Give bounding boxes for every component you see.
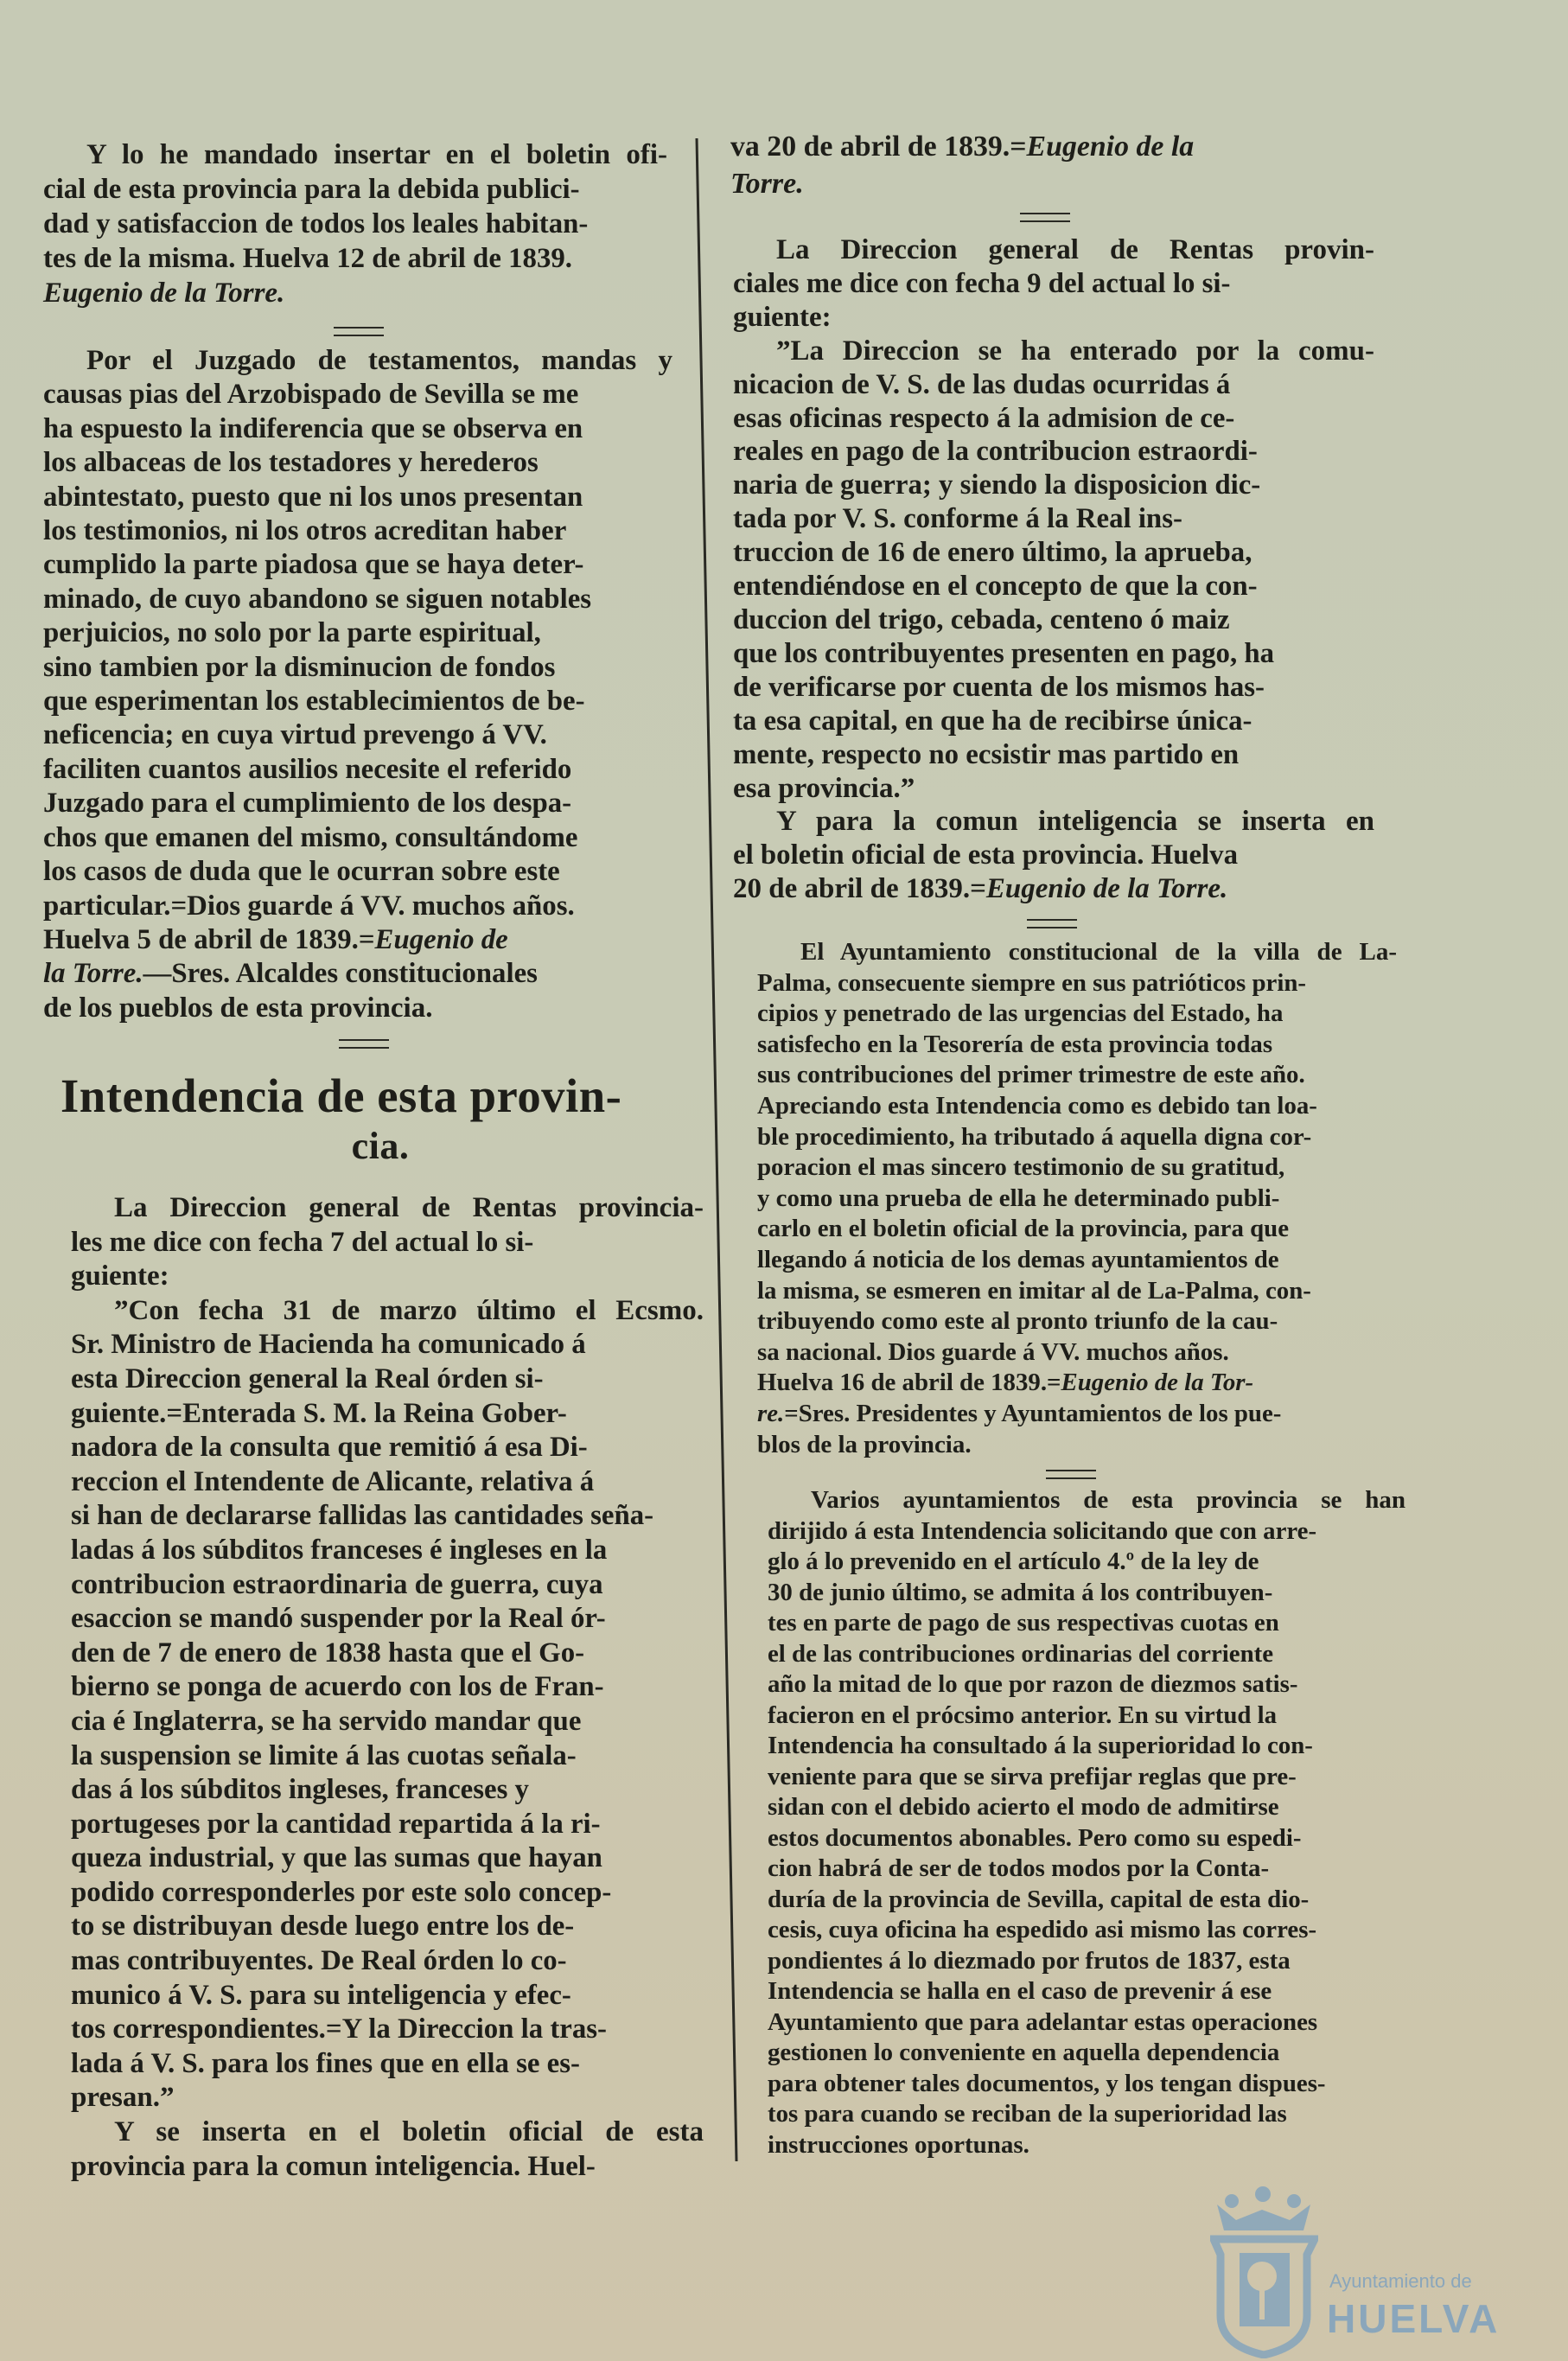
text-segment: va 20 de abril de 1839.= (730, 131, 1027, 163)
text-line: esta Direccion general la Real órden si- (71, 1362, 544, 1394)
text-line: dad y satisfaccion de todos los leales habitan- (43, 208, 589, 239)
text-segment: 20 de abril de 1839.= (733, 873, 986, 905)
text-line: esa provincia.” (733, 772, 915, 804)
text-line: Intendencia se halla en el caso de prevenir á ese (768, 1977, 1272, 2005)
signature-text: Eugenio de la Tor- (1061, 1369, 1254, 1397)
text-line: poracion el mas sincero testimonio de su gratitud, (757, 1153, 1285, 1182)
text-line: naria de guerra; y siendo la disposicion dic- (733, 469, 1261, 501)
text-line: mas contribuyentes. De Real órden lo co- (71, 1945, 567, 1977)
text-line: año la mitad de lo que por razon de diezmos satis- (768, 1670, 1298, 1698)
text-line (730, 128, 1351, 165)
text-line: la misma, se esmeren en imitar al de La-Palma, con- (757, 1276, 1311, 1305)
text-line: Y lo he mandado insertar en el boletin ofi- (86, 139, 667, 170)
text-line: 30 de junio último, se admita á los contribuyen- (768, 1578, 1273, 1606)
text-line: Y para la comun inteligencia se inserta en (776, 806, 1374, 838)
signature-text: Eugenio de la (1026, 131, 1195, 163)
text-line: El Ayuntamiento constitucional de la villa de La- (800, 938, 1397, 966)
text-line: nicacion de V. S. de las dudas ocurridas á (733, 368, 1231, 400)
text-line: glo á lo prevenido en el artículo 4.º de la ley de (768, 1547, 1259, 1575)
section-heading: Intendencia de esta provin- (61, 1069, 622, 1122)
text-line: Intendencia ha consultado á la superioridad lo con- (768, 1732, 1313, 1759)
text-line: causas pias del Arzobispado de Sevilla se me (43, 379, 579, 411)
section-separator (1027, 919, 1077, 928)
text-line: das á los súbditos ingleses, franceses y (71, 1774, 529, 1806)
text-line: carlo en el boletin oficial de la provincia, para que (757, 1215, 1290, 1243)
text-line: mente, respecto no ecsistir mas partido en (733, 738, 1240, 770)
text-line: reales en pago de la contribucion estraordi- (733, 436, 1258, 468)
text-line: esaccion se mandó suspender por la Real ór- (71, 1603, 606, 1635)
text-line: veniente para que se sirva prefijar reglas que pre- (768, 1762, 1297, 1790)
signature-text: Eugenio de (374, 923, 508, 955)
section-separator (1020, 213, 1070, 222)
section-heading-continuation: cia. (351, 1125, 410, 1167)
signature-text: Eugenio de la Torre. (985, 873, 1228, 905)
text-segment: Huelva 5 de abril de 1839.= (43, 923, 375, 955)
text-line: tos correspondientes.=Y la Direccion la tras- (71, 2013, 607, 2045)
text-line: les me dice con fecha 7 del actual lo si- (71, 1226, 534, 1258)
text-line: Y se inserta en el boletin oficial de esta (114, 2116, 704, 2148)
text-line: ”Con fecha 31 de marzo último el Ecsmo. (114, 1294, 704, 1326)
text-line: entendiéndose en el concepto de que la con- (733, 571, 1258, 603)
signature-text: Eugenio de la Torre. (43, 278, 285, 309)
text-line: sidan con el debido acierto el modo de admitirse (768, 1793, 1279, 1821)
text-line: cumplido la parte piadosa que se haya deter- (43, 549, 584, 581)
text-line: facieron en el prócsimo anterior. En su virtud la (768, 1701, 1278, 1729)
text-line: llegando á noticia de los demas ayuntamientos de (757, 1245, 1279, 1273)
text-segment: =Sres. Presidentes y Ayuntamientos de los pue- (784, 1399, 1282, 1427)
watermark-text: Ayuntamiento de (1329, 2270, 1472, 2292)
text-line (733, 872, 1374, 906)
text-line: cia é Inglaterra, se ha servido mandar que (71, 1705, 582, 1737)
text-line: ha espuesto la indiferencia que se observa en (43, 412, 583, 444)
text-line: particular.=Dios guarde á VV. muchos años. (43, 890, 575, 922)
text-line: Apreciando esta Intendencia como es debido tan loa- (757, 1091, 1317, 1120)
text-line: to se distribuyan desde luego entre los de- (71, 1911, 575, 1943)
text-line: portugeses por la cantidad repartida á la ri- (71, 1808, 601, 1840)
text-line: neficencia; en cuya virtud prevengo á VV. (43, 719, 547, 751)
text-line: bierno se ponga de acuerdo con los de Fran- (71, 1671, 604, 1703)
notice-varios-ayuntamientos (768, 1485, 1405, 2160)
text-line: presan.” (71, 2082, 175, 2114)
text-line (730, 165, 1354, 202)
text-line: ble procedimiento, ha tributado á aquella digna cor- (757, 1122, 1312, 1151)
text-line: contribucion estraordinaria de guerra, cuya (71, 1568, 603, 1600)
text-line: perjuicios, no solo por la parte espiritual, (43, 617, 541, 649)
text-line: munico á V. S. para su inteligencia y efec- (71, 1979, 571, 2011)
text-line: Por el Juzgado de testamentos, mandas y (86, 345, 672, 376)
text-line: Sr. Ministro de Hacienda ha comunicado á (71, 1329, 586, 1361)
text-line: queza industrial, y que las sumas que hayan (71, 1842, 602, 1874)
text-line: esas oficinas respecto á la admision de ce- (733, 402, 1235, 434)
text-segment: Huelva 16 de abril de 1839.= (757, 1369, 1061, 1397)
text-line: para obtener tales documentos, y los tengan dispues- (768, 2069, 1326, 2097)
text-line: el boletin oficial de esta provincia. Huelva (733, 839, 1239, 871)
text-line: duría de la provincia de Sevilla, capital de esta dio- (768, 1885, 1310, 1913)
text-line: ciales me dice con fecha 9 del actual lo si- (733, 267, 1231, 299)
notice-direccion-rentas-april-9 (733, 233, 1374, 906)
text-line: los casos de duda que le ocurran sobre este (43, 856, 560, 888)
text-line: reccion el Intendente de Alicante, relativa á (71, 1465, 595, 1497)
text-line: abintestato, puesto que ni los unos presentan (43, 481, 583, 513)
text-line: podido corresponderles por este solo concep- (71, 1876, 612, 1908)
text-segment: —Sres. Alcaldes constitucionales (143, 958, 538, 990)
text-line: instrucciones oportunas. (768, 2130, 1029, 2159)
text-line: Juzgado para el cumplimiento de los despa- (43, 788, 572, 820)
text-line: tos para cuando se reciban de la superioridad las (768, 2100, 1287, 2128)
watermark-title: HUELVA (1327, 2296, 1501, 2341)
text-line: sino tambien por la disminucion de fondos (43, 651, 556, 683)
text-line: chos que emanen del mismo, consultándome (43, 821, 578, 853)
text-line: cipios y penetrado de las urgencias del Estado, ha (757, 999, 1284, 1028)
text-line: ladas á los súbditos franceses é ingleses en la (71, 1534, 608, 1566)
text-line: den de 7 de enero de 1838 hasta que el Go- (71, 1637, 585, 1669)
text-line: que los contribuyentes presenten en pago, ha (733, 637, 1275, 669)
notice-ayuntamiento-la-palma (757, 937, 1397, 1460)
text-line: de los pueblos de esta provincia. (43, 992, 433, 1024)
text-line: La Direccion general de Rentas provincia- (114, 1192, 704, 1223)
text-line: el de las contribuciones ordinarias del corriente (768, 1639, 1274, 1668)
notice-signature-continuation (730, 128, 1354, 202)
section-separator (334, 327, 384, 336)
coat-of-arms-icon (1210, 2186, 1318, 2358)
notice-boletin-insertion (43, 137, 667, 310)
text-line: La Direccion general de Rentas provin- (776, 234, 1374, 265)
text-line: tes en parte de pago de sus respectivas cuotas en (768, 1609, 1279, 1637)
text-line: sus contribuciones del primer trimestre de este año. (757, 1061, 1305, 1089)
text-line: guiente.=Enterada S. M. la Reina Gober- (71, 1397, 567, 1429)
text-line: tada por V. S. conforme á la Real ins- (733, 503, 1182, 535)
text-line: Ayuntamiento que para adelantar estas operaciones (768, 2007, 1318, 2036)
text-line: tribuyendo como este al pronto triunfo de la cau- (757, 1307, 1278, 1336)
text-line: duccion del trigo, cebada, centeno ó maiz (733, 603, 1230, 635)
text-line: ta esa capital, en que ha de recibirse única- (733, 705, 1252, 737)
text-line: gestionen lo conveniente en aquella dependencia (768, 2039, 1280, 2066)
text-line (757, 1399, 1393, 1430)
text-line: la suspension se limite á las cuotas señala- (71, 1739, 577, 1771)
text-line: faciliten cuantos ausilios necesite el referido (43, 753, 572, 785)
text-line: guiente: (733, 301, 832, 333)
text-line: Varios ayuntamientos de esta provincia se han (811, 1486, 1405, 1514)
text-line: truccion de 16 de enero último, la aprueba, (733, 537, 1252, 569)
text-line: pondientes á lo diezmado por frutos de 1837, esta (768, 1946, 1291, 1975)
text-line: estos documentos abonables. Pero como su espedi- (768, 1823, 1302, 1852)
text-line: Palma, consecuente siempre en sus patrióticos prin- (757, 968, 1307, 997)
text-line: sa nacional. Dios guarde á VV. muchos años. (757, 1337, 1229, 1366)
section-separator (339, 1039, 389, 1049)
notice-juzgado-testamentos (43, 344, 672, 1025)
text-line: dirijido á esta Intendencia solicitando que con arre- (768, 1516, 1317, 1545)
section-separator (1046, 1470, 1096, 1479)
text-line: blos de la provincia. (757, 1430, 972, 1458)
text-line (43, 923, 669, 957)
text-line: ”La Direccion se ha enterado por la comu- (776, 335, 1374, 367)
text-line: de verificarse por cuenta de los mismos has- (733, 671, 1265, 703)
text-line (43, 276, 667, 310)
text-line: que esperimentan los establecimientos de be- (43, 686, 585, 718)
text-line: si han de declararse fallidas las cantidades seña- (71, 1500, 654, 1532)
text-line: tes de la misma. Huelva 12 de abril de 1839. (43, 243, 572, 274)
text-line (757, 1368, 1393, 1399)
text-line: guiente: (71, 1260, 169, 1292)
text-line: provincia para la comun inteligencia. Huel- (71, 2150, 596, 2182)
text-line: los albaceas de los testadores y herederos (43, 447, 539, 479)
text-line: cial de esta provincia para la debida publici- (43, 174, 580, 205)
text-line: los testimonios, ni los otros acreditan haber (43, 515, 567, 547)
text-line: y como una prueba de ella he determinado publi- (757, 1184, 1280, 1212)
notice-direccion-rentas-april-7 (71, 1191, 704, 2184)
signature-text: la Torre. (43, 958, 143, 990)
text-line: satisfecho en la Tesorería de esta provincia todas (757, 1030, 1273, 1058)
text-line: cion habrá de ser de todos modos por la Conta- (768, 1854, 1270, 1882)
text-line: minado, de cuyo abandono se siguen notables (43, 583, 592, 615)
text-line: cesis, cuya oficina ha espedido asi mismo las corres- (768, 1916, 1317, 1943)
text-line: nadora de la consulta que remitió á esa Di- (71, 1432, 588, 1464)
text-line: lada á V. S. para los fines que en ella se es- (71, 2047, 580, 2079)
text-line (43, 957, 669, 991)
signature-text: Torre. (730, 168, 804, 200)
signature-text: re. (757, 1399, 785, 1427)
